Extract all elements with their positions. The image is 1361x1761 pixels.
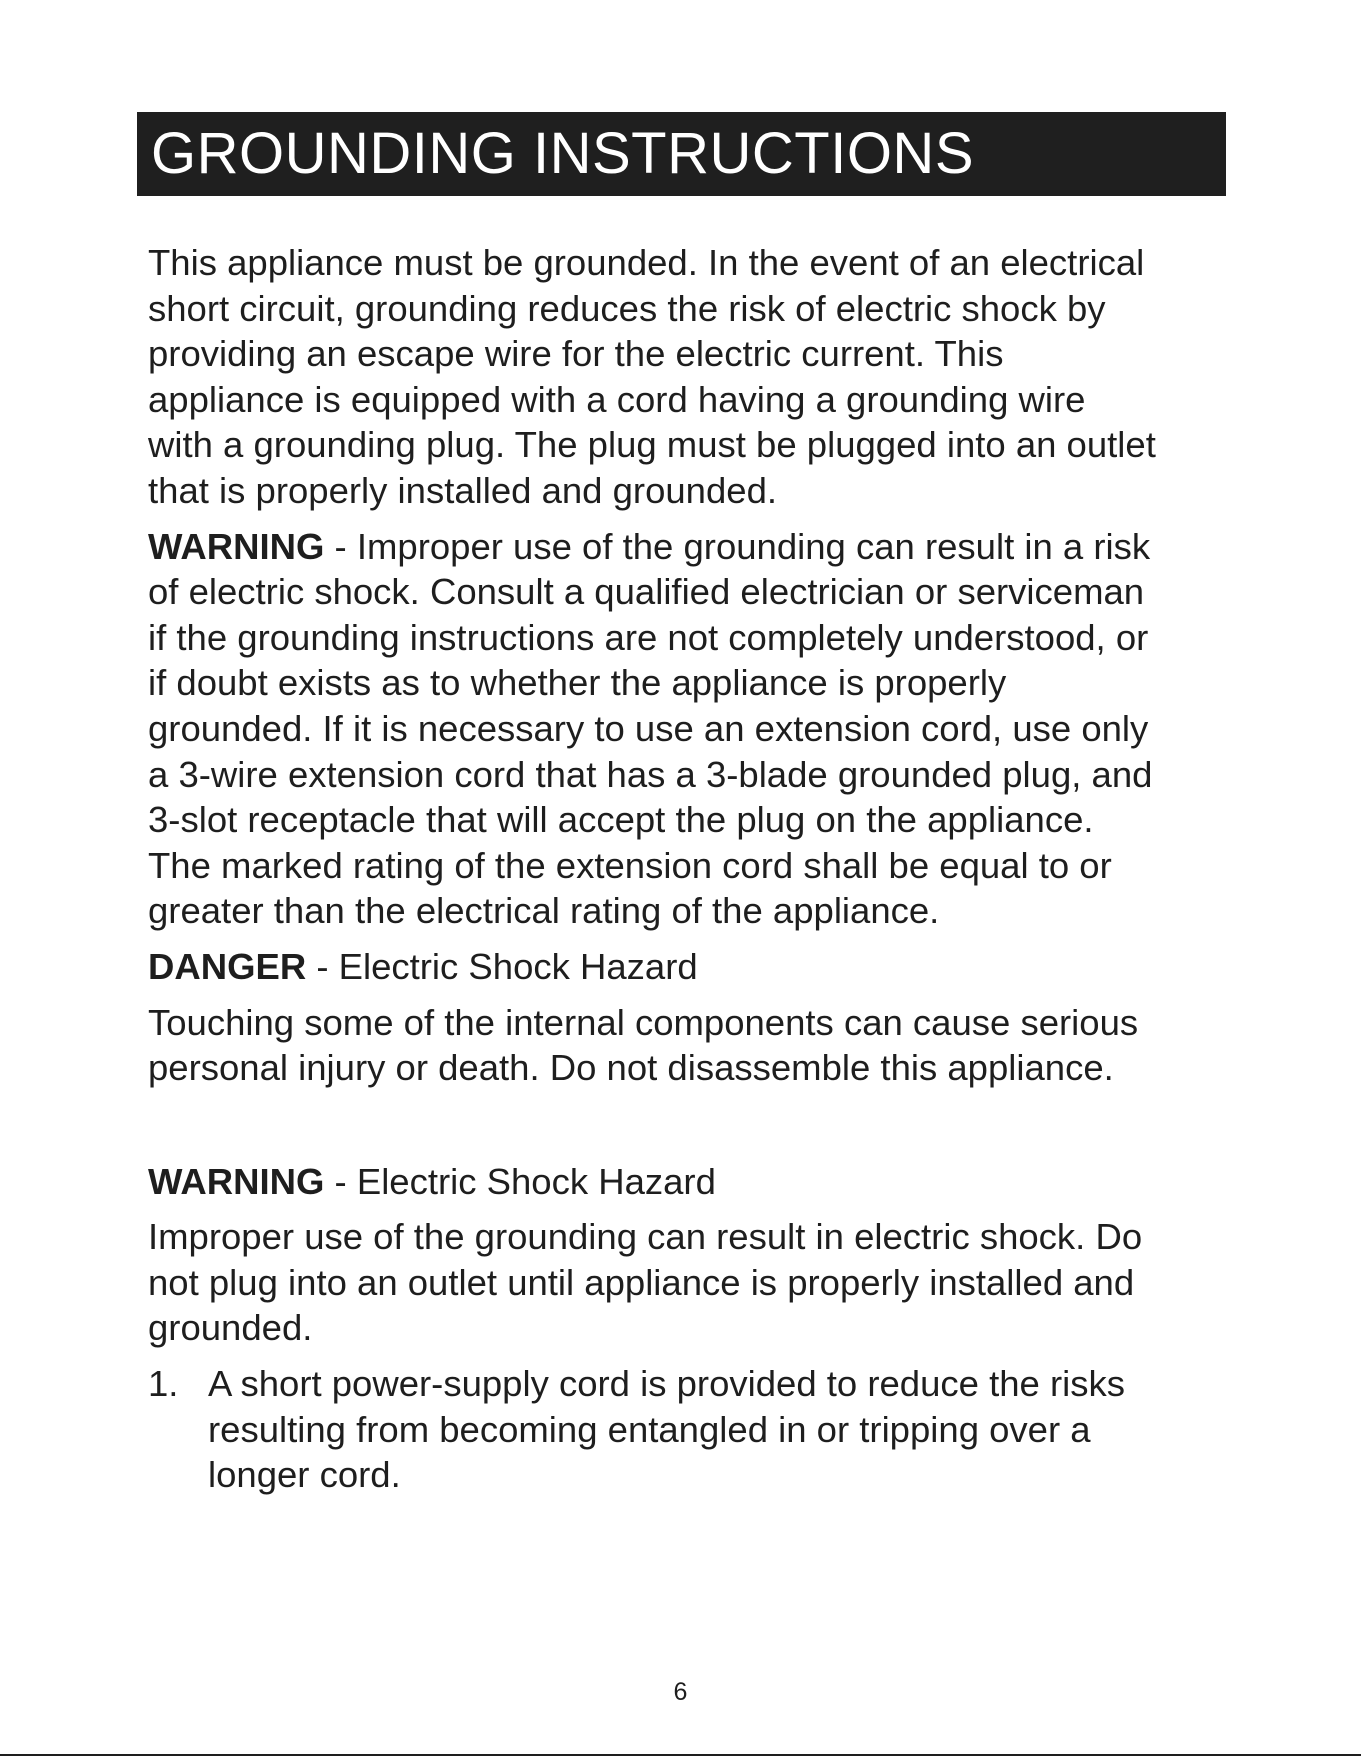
text-line: short circuit, grounding reduces the risk of electric shock by [148, 287, 1106, 329]
danger-label: DANGER [148, 945, 307, 987]
text-line: The marked rating of the extension cord shall be equal to or [148, 844, 1112, 886]
page-title: GROUNDING INSTRUCTIONS [151, 121, 974, 186]
page-number: 6 [673, 1678, 688, 1706]
text-line: of electric shock. Consult a qualified electrician or serviceman [148, 571, 1145, 613]
title-banner [137, 112, 1226, 196]
text-line: 3-slot receptacle that will accept the plug on the appliance. [148, 799, 1094, 841]
warning-label: WARNING [148, 525, 325, 567]
danger-paragraph [148, 1000, 1228, 1091]
text-line: with a grounding plug. The plug must be plugged into an outlet [148, 424, 1156, 466]
list-item [148, 1361, 1228, 1498]
text-line: providing an escape wire for the electric current. This [148, 333, 1004, 375]
intro-paragraph [148, 240, 1228, 514]
page-body [148, 240, 1228, 1498]
text-line [148, 1159, 1228, 1205]
warning-label: WARNING [148, 1160, 325, 1202]
bottom-border [0, 1754, 1361, 1756]
text-line [148, 944, 1228, 990]
danger-heading-text: - Electric Shock Hazard [306, 945, 698, 987]
text-line: This appliance must be grounded. In the event of an electrical [148, 242, 1145, 283]
text-line: appliance is equipped with a cord having a grounding wire [148, 378, 1086, 420]
list-number: 1. [148, 1363, 179, 1405]
text-line: if the grounding instructions are not completely understood, or [148, 616, 1149, 658]
text-line: Touching some of the internal components can cause serious [148, 1001, 1139, 1043]
text-line: A short power-supply cord is provided to reduce the risks [208, 1363, 1125, 1405]
text-line: Improper use of the grounding can result in electric shock. Do [148, 1216, 1143, 1258]
text-line: not plug into an outlet until appliance is properly installed and [148, 1261, 1135, 1303]
text-line: greater than the electrical rating of the appliance. [148, 890, 940, 932]
text-line: that is properly installed and grounded. [148, 469, 778, 511]
warning-paragraph [148, 524, 1228, 934]
text-line: a 3-wire extension cord that has a 3-blade grounded plug, and [148, 753, 1153, 795]
text-line: longer cord. [208, 1454, 401, 1496]
danger-heading [148, 944, 1228, 990]
text-line: resulting from becoming entangled in or tripping over a [208, 1408, 1091, 1450]
warning-shock-heading [148, 1159, 1228, 1205]
warning-text: - Improper use of the grounding can result in a risk [324, 525, 1151, 567]
warning-heading-text: - Electric Shock Hazard [324, 1160, 716, 1202]
text-line: if doubt exists as to whether the appliance is properly [148, 662, 1007, 704]
text-line: grounded. If it is necessary to use an extension cord, use only [148, 707, 1149, 749]
text-line: personal injury or death. Do not disassemble this appliance. [148, 1047, 1114, 1089]
text-line: grounded. [148, 1307, 313, 1349]
text-line [148, 524, 1228, 570]
warning-shock-paragraph [148, 1214, 1228, 1351]
